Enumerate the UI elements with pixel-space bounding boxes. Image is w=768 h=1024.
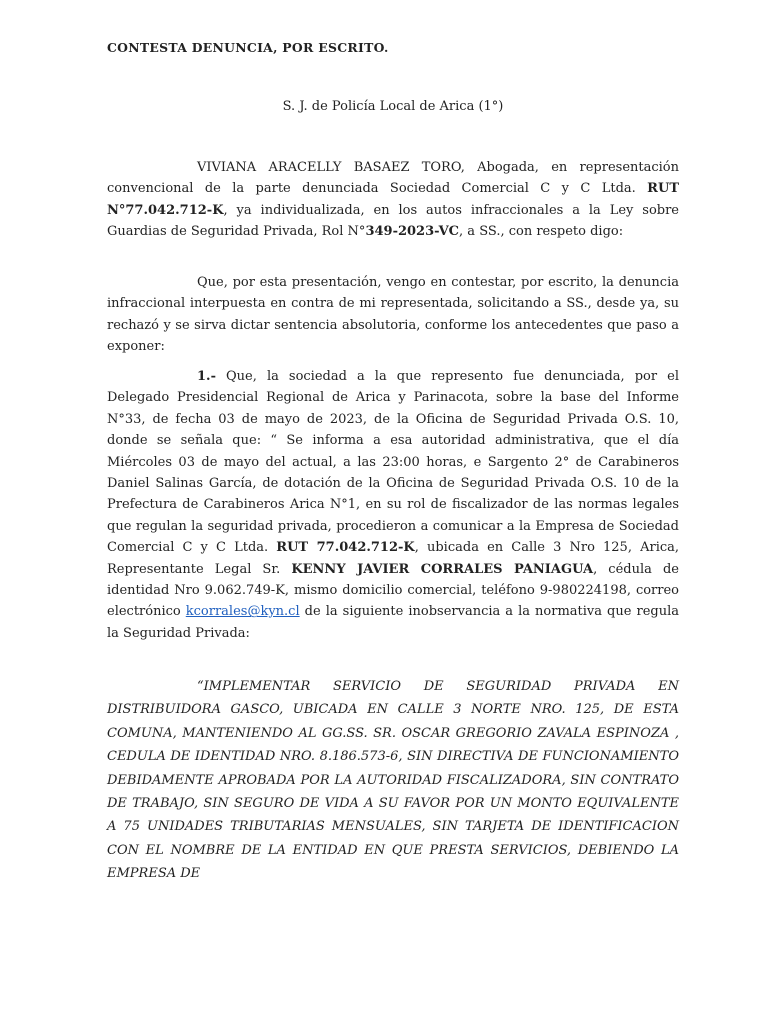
email-link[interactable]: kcorrales@kyn.cl (185, 604, 300, 620)
paragraph-contestation (107, 272, 679, 358)
paragraph-point-1 (107, 366, 679, 644)
intro-text-1: VIVIANA ARACELLY BASAEZ TORO, Abogada, en representación convencional de la parte denunciada Sociedad Comercial C y C Ltda. (107, 160, 679, 197)
court-heading: S. J. de Policía Local de Arica (1°) (282, 99, 504, 114)
quote-text: “IMPLEMENTAR SERVICIO DE SEGURIDAD PRIVADA EN DISTRIBUIDORA GASCO, UBICADA EN CALLE 3 NORTE NRO. 125, DE ESTA COMUNA, MANTENIENDO AL GG.SS. SR. OSCAR GREGORIO ZAVALA ESPINOZA , CEDULA DE IDENTIDAD NRO. 8.186.573-6, SIN DIRECTIVA DE FUNCIONAMIENTO DEBIDAMENTE APROBADA POR LA AUTORIDAD FISCALIZADORA, SIN CONTRATO DE TRABAJO, SIN SEGURO DE VIDA A SU FAVOR POR UN MONTO EQUIVALENTE A 75 UNIDADES TRIBUTARIAS MENSUALES, SIN TARJETA DE IDENTIFICACION CON EL NOMBRE DE LA ENTIDAD EN QUE PRESTA SERVICIOS, DEBIENDO LA EMPRESA DE (107, 679, 679, 882)
point-text-3: , cédula de identidad Nro 9.062.749-K, mismo domicilio comercial, teléfono 9-980224198, correo electrónico (107, 561, 679, 620)
paragraph-introduction (107, 157, 679, 243)
point-legal-representative: KENNY JAVIER CORRALES PANIAGUA (291, 561, 594, 577)
point-text-1: Que, la sociedad a la que represento fue denunciada, por el Delegado Presidencial Regional de Arica y Parinacota, sobre la base del Informe N°33, de fecha 03 de mayo de 2023, de la Oficina de Seguridad Privada O.S. 10, donde se señala que: “ Se informa a esa autoridad administrativa, que el día Miércoles 03 de mayo del actual, a las 23:00 horas, e Sargento 2° de Carabineros Daniel Salinas García, de dotación de la Oficina de Seguridad Privada O.S. 10 de la Prefectura de Carabineros Arica N°1, en su rol de fiscalizador de las normas legales que regulan la seguridad privada, procedieron a comunicar a la Empresa de Sociedad Comercial C y C Ltda. (107, 369, 679, 556)
intro-rol-number: 349-2023-VC (365, 224, 460, 240)
document-title: CONTESTA DENUNCIA, POR ESCRITO. (107, 40, 389, 55)
contestation-text: Que, por esta presentación, vengo en contestar, por escrito, la denuncia infraccional interpuesta en contra de mi representada, solicitando a SS., desde ya, su rechazó y se sirva dictar sentencia absolutoria, conforme los antecedentes que paso a exponer: (107, 275, 679, 355)
intro-rut: RUT N°77.042.712-K (107, 181, 679, 218)
quoted-infraction (107, 675, 679, 886)
intro-text-3: , a SS., con respeto digo: (459, 224, 624, 240)
point-text-2: , ubicada en Calle 3 Nro 125, Arica, Representante Legal Sr. (107, 540, 680, 577)
point-text-4: de la siguiente inobservancia a la normativa que regula la Seguridad Privada: (107, 604, 679, 641)
point-number: 1.- (197, 369, 216, 384)
intro-text-2: , ya individualizada, en los autos infraccionales a la Ley sobre Guardias de Seguridad Privada, Rol N° (107, 202, 679, 240)
point-rut: RUT 77.042.712-K (276, 540, 415, 556)
